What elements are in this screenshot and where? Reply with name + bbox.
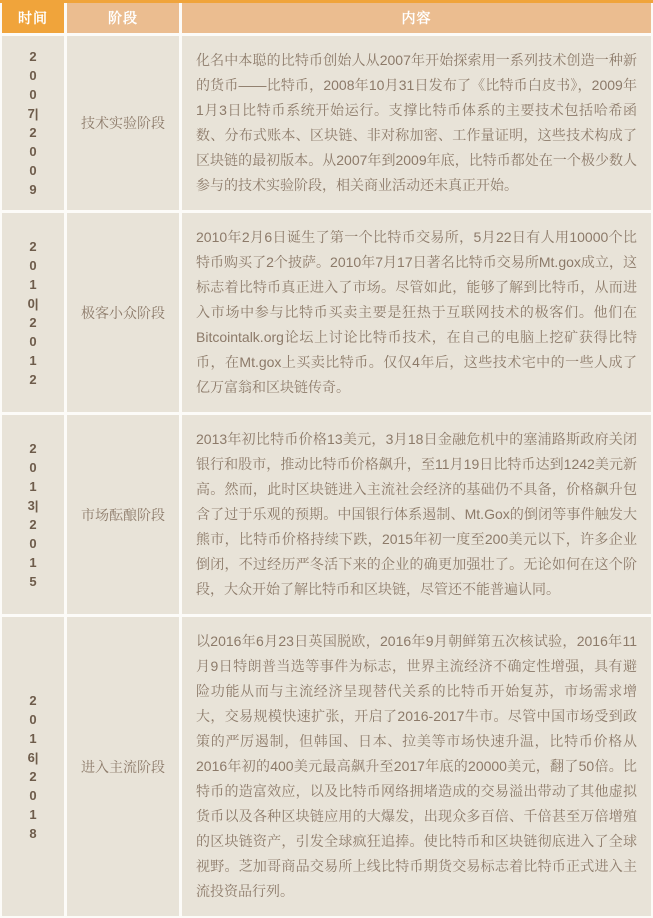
row-3-time-cell: [2, 415, 64, 614]
row-2-phase: 极客小众阶段: [67, 213, 179, 412]
column-header-phase: 阶段: [67, 3, 179, 33]
row-1-time-cell: [2, 36, 64, 210]
row-3-phase: 市场酝酿阶段: [67, 415, 179, 614]
row-1-phase: 技术实验阶段: [67, 36, 179, 210]
row-2-content: 2010年2月6日诞生了第一个比特币交易所，5月22日有人用10000个比特币购买了2个披萨。2010年7月17日著名比特币交易所Mt.gox成立，这标志着比特币真正进入了市场。尽管如此，能够了解到比特币，从而进入市场中参与比特币买卖主要是狂热于互联网技术的极客们。他们在Bitcointalk.org论坛上讨论比特币技术，在自己的电脑上挖矿获得比特币，在Mt.gox上买卖比特币。仅仅4年后，这些技术宅中的一些人成了亿万富翁和区块链传奇。: [182, 213, 651, 412]
column-header-time: 时间: [2, 3, 64, 33]
row-2-time-cell: [2, 213, 64, 412]
row-4-phase: 进入主流阶段: [67, 617, 179, 916]
column-header-content: 内容: [182, 3, 651, 33]
row-3-content: 2013年初比特币价格13美元，3月18日金融危机中的塞浦路斯政府关闭银行和股市，推动比特币价格飙升，至11月19日比特币达到1242美元新高。然而，此时区块链进入主流社会经济的基础仍不具备，价格飙升包含了过于乐观的预期。中国银行体系遏制、Mt.Gox的倒闭等事件触发大熊市，比特币价格持续下跌，2015年初一度至200美元以下，许多企业倒闭，不过经历严冬活下来的企业的确更加强壮了。无论如何在这个阶段，大众开始了解比特币和区块链，尽管还不能普遍认同。: [182, 415, 651, 614]
row-3-period: 2013|2015: [27, 440, 39, 589]
row-1-period: 2007|2009: [27, 49, 39, 197]
row-4-time-cell: [2, 617, 64, 916]
row-1-content: 化名中本聪的比特币创始人从2007年开始探索用一系列技术创造一种新的货币——比特币，2008年10月31日发布了《比特币白皮书》，2009年1月3日比特币系统开始运行。支撑比特币体系的主要技术包括哈希函数、分布式账本、区块链、非对称加密、工作量证明，这些技术构成了区块链的最初版本。从2007年到2009年底，比特币都处在一个极少数人参与的技术实验阶段，相关商业活动还未真正开始。: [182, 36, 651, 210]
row-2-period: 2010|2012: [27, 238, 39, 387]
row-4-period: 2016|2018: [27, 692, 39, 841]
table-grid: [0, 3, 653, 918]
row-4-content: 以2016年6月23日英国脱欧，2016年9月朝鲜第五次核试验，2016年11月9日特朗普当选等事件为标志，世界主流经济不确定性增强，具有避险功能从而与主流经济呈现替代关系的比特币开始复苏，市场需求增大，交易规模快速扩张，开启了2016-2017牛市。尽管中国市场受到政策的严厉遏制，但韩国、日本、拉美等市场快速升温，比特币价格从2016年初的400美元最高飙升至2017年底的20000美元，翻了50倍。比特币的造富效应，以及比特币网络拥堵造成的交易溢出带动了其他虚拟货币以及各种区块链应用的大爆发，出现众多百倍、千倍甚至万倍增殖的区块链资产，引发全球疯狂追捧。使比特币和区块链彻底进入了全球视野。芝加哥商品交易所上线比特币期货交易标志着比特币正式进入主流投资品行列。: [182, 617, 651, 916]
